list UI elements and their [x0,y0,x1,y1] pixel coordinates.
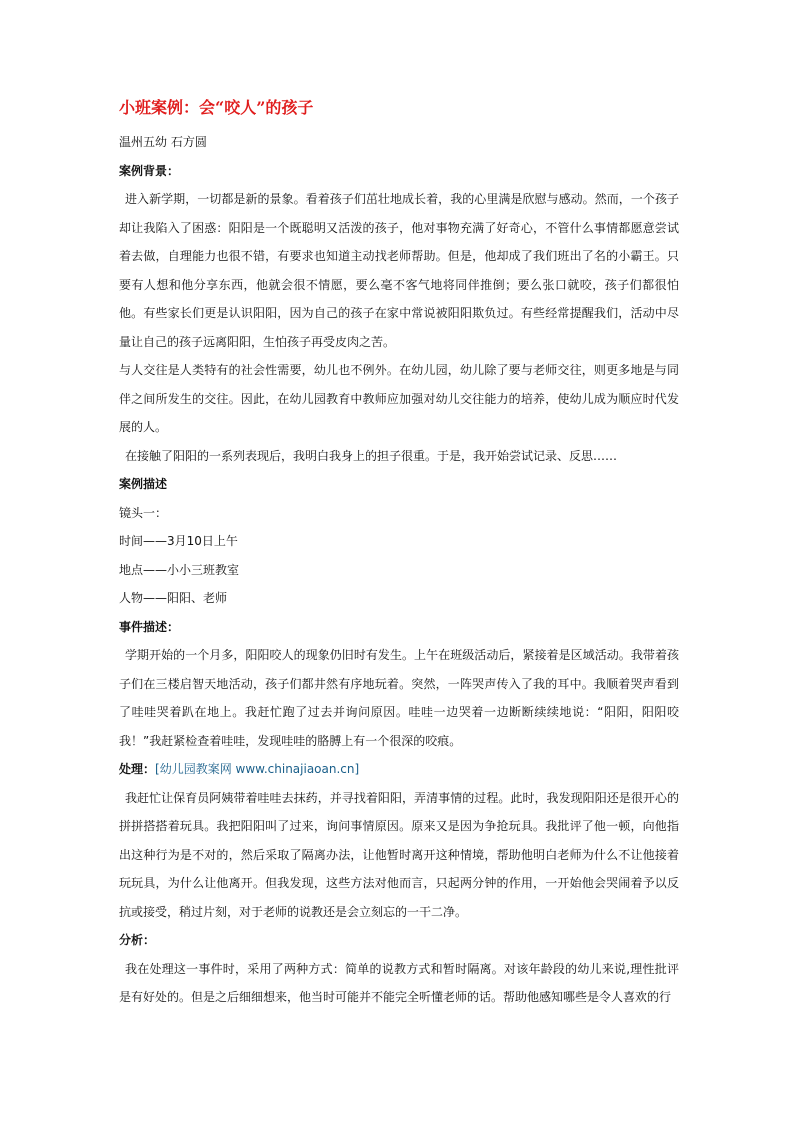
event-paragraph: 学期开始的一个月多，阳阳咬人的现象仍旧时有发生。上午在班级活动后，紧接着是区域活动。我带着孩子们在三楼启智天地活动，孩子们都井然有序地玩着。突然，一阵哭声传入了我的耳中。我顺着哭声看到了哇哇哭着趴在地上。我赶忙跑了过去并询问原因。哇哇一边哭着一边断断续续地说：“阳阳，阳阳咬我！”我赶紧检查着哇哇，发现哇哇的胳膊上有一个很深的咬痕。 [119,648,679,748]
place-line: 地点——小小三班教室 [119,562,240,577]
event-heading: 事件描述： [119,619,180,634]
analysis-paragraph: 我在处理这一事件时，采用了两种方式：简单的说教方式和暂时隔离。对该年龄段的幼儿来说,理性批评是有好处的。但是之后细细想来，他当时可能并不能完全听懂老师的话。帮助他感知哪些是令人喜欢的行 [119,961,679,1004]
background-paragraph-1: 进入新学期，一切都是新的景象。看着孩子们茁壮地成长着，我的心里满是欣慰与感动。然而，一个孩子却让我陷入了困惑：阳阳是一个既聪明又活泼的孩子，他对事物充满了好奇心，不管什么事情都愿意尝试着去做，自理能力也很不错，有要求也知道主动找老师帮助。但是，他却成了我们班出了名的小霸王。只要有人想和他分享东西，他就会很不情愿，要么毫不客气地将同伴推倒；要么张口就咬，孩子们都很怕他。有些家长们更是认识阳阳，因为自己的孩子在家中常说被阳阳欺负过。有些经常提醒我们，活动中尽量让自己的孩子远离阳阳，生怕孩子再受皮肉之苦。 [119,192,679,349]
scene-label: 镜头一： [119,505,168,520]
people-line: 人物——阳阳、老师 [119,591,228,605]
handling-heading-line [119,755,679,784]
handling-heading: 处理： [119,762,156,776]
background-heading: 案例背景： [119,163,180,178]
handling-paragraph: 我赶忙让保育员阿姨带着哇哇去抹药，并寻找着阳阳，弄清事情的过程。此时，我发现阳阳还是很开心的拼拼搭搭着玩具。我把阳阳叫了过来，询问事情原因。原来又是因为争抢玩具。我批评了他一顿，向他指出这种行为是不对的，然后采取了隔离办法，让他暂时离开这种情境，帮助他明白老师为什么不让他接着玩玩具，为什么让他离开。但我发现，这些方法对他而言，只起两分钟的作用，一开始他会哭闹着予以反抗或接受，稍过片刻，对于老师的说教还是会立刻忘的一干二净。 [119,790,679,919]
background-paragraph-2: 与人交往是人类特有的社会性需要，幼儿也不例外。在幼儿园，幼儿除了要与老师交往，则更多地是与同伴之间所发生的交往。因此，在幼儿园教育中教师应加强对幼儿交往能力的培养，使幼儿成为顺应时代发展的人。 [119,363,679,434]
page-title: 小班案例：会“咬人”的孩子 [119,98,314,117]
description-heading: 案例描述 [119,477,168,491]
author-line: 温州五幼 石方圆 [119,135,207,149]
time-line: 时间——3月10日上午 [119,534,238,548]
analysis-heading: 分析： [119,933,156,947]
document-page [119,98,679,1012]
source-link[interactable]: [幼儿园教案网 www.chinajiaoan.cn] [155,762,360,776]
background-paragraph-3: 在接触了阳阳的一系列表现后，我明白我身上的担子很重。于是，我开始尝试记录、反思…… [125,448,618,463]
